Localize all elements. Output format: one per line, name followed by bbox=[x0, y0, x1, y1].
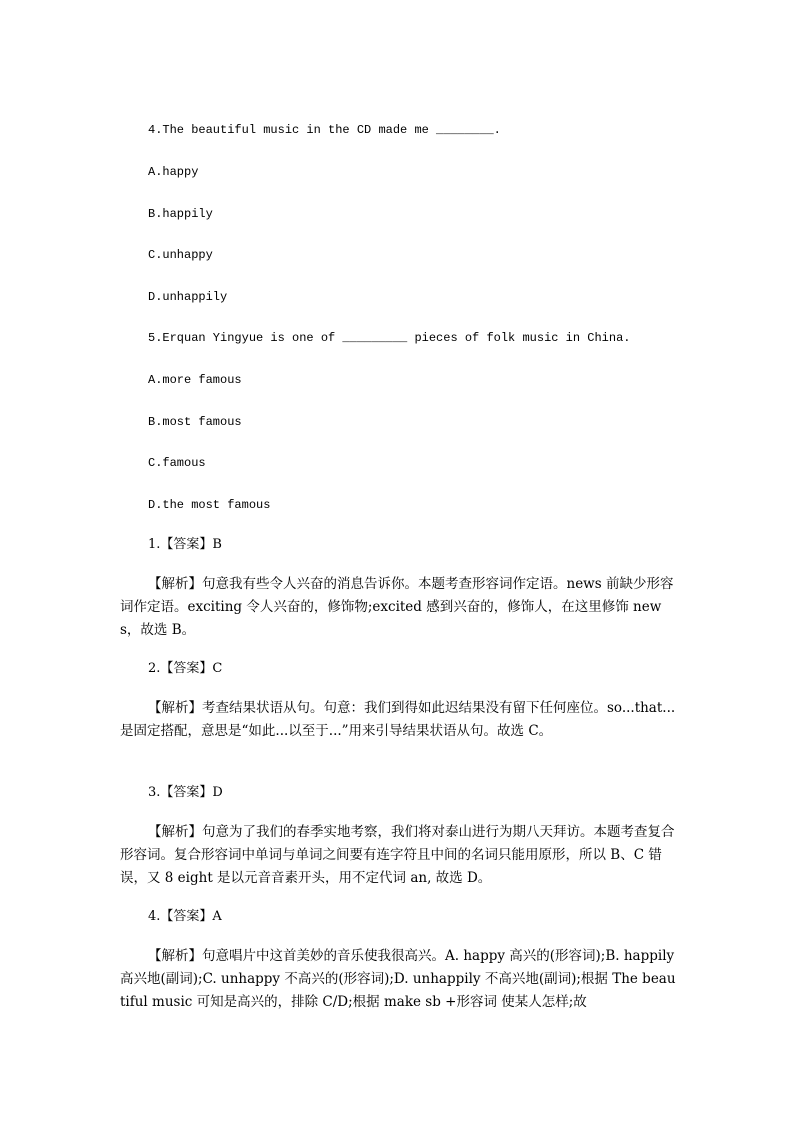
answer-2-explanation: 【解析】考查结果状语从句。句意：我们到得如此迟结果没有留下任何座位。so...that...是固定搭配，意思是“如此...以至于...”用来引导结果状语从句。故选 C。 bbox=[120, 700, 676, 739]
question-5-stem: 5.Erquan Yingyue is one of _________ pieces of folk music in China. bbox=[148, 331, 631, 345]
answer-1-explanation: 【解析】句意我有些令人兴奋的消息告诉你。本题考查形容词作定语。news 前缺少形容词作定语。exciting 令人兴奋的，修饰物;excited 感到兴奋的，修饰人，在这里修饰 news，故选 B。 bbox=[120, 576, 674, 638]
answer-4-explanation: 【解析】句意唱片中这首美妙的音乐使我很高兴。A. happy 高兴的(形容词);B. happily 高兴地(副词);C. unhappy 不高兴的(形容词);D. unhappily 不高兴地(副词);根据 The beautiful music 可知是高兴的，排除 C/D;根据 make sb +形容词 使某人怎样;故 bbox=[120, 948, 676, 1010]
answer-2-label: 2.【答案】C bbox=[148, 661, 223, 676]
question-5-option-c: C.famous bbox=[148, 456, 206, 470]
question-4-option-c: C.unhappy bbox=[148, 248, 213, 262]
question-4-option-d: D.unhappily bbox=[148, 290, 228, 304]
answer-3-explanation: 【解析】句意为了我们的春季实地考察，我们将对泰山进行为期八天拜访。本题考查复合形容词。复合形容词中单词与单词之间要有连字符且中间的名词只能用原形，所以 B、C 错误，又 8 eight 是以元音音素开头，用不定代词 an, 故选 D。 bbox=[120, 824, 675, 886]
question-5-option-d: D.the most famous bbox=[148, 498, 271, 512]
question-5-option-a: A.more famous bbox=[148, 373, 242, 387]
question-4-option-b: B.happily bbox=[148, 207, 213, 221]
question-4-option-a: A.happy bbox=[148, 165, 199, 179]
question-5-option-b: B.most famous bbox=[148, 415, 242, 429]
question-4-stem: 4.The beautiful music in the CD made me ________. bbox=[148, 123, 501, 137]
answer-3-label: 3.【答案】D bbox=[148, 785, 223, 800]
answer-1-label: 1.【答案】B bbox=[148, 537, 222, 552]
answer-4-label: 4.【答案】A bbox=[148, 909, 222, 924]
